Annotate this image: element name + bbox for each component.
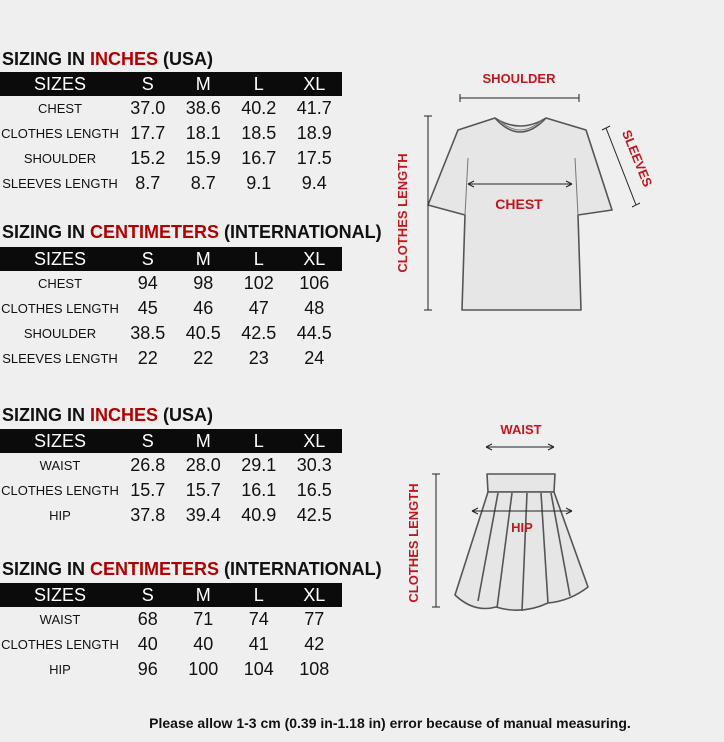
header-size-xl: XL — [287, 583, 343, 607]
header-size-m: M — [176, 429, 232, 453]
title-unit: INCHES — [90, 49, 159, 69]
table-cell: 41.7 — [296, 98, 332, 118]
table-header-row — [0, 247, 342, 271]
table-cell: 77 — [304, 609, 325, 629]
table-cell: 28.0 — [185, 455, 221, 475]
table-cell: 71 — [193, 609, 214, 629]
header-size-m: M — [176, 247, 232, 271]
table-cell: 74 — [248, 609, 269, 629]
table-row — [0, 632, 342, 657]
table-cell: 9.1 — [246, 173, 272, 193]
header-size-l: L — [231, 583, 287, 607]
sleeves-label: SLEEVES — [618, 127, 656, 189]
row-label: SLEEVES LENGTH — [2, 176, 118, 191]
table-cell: 24 — [304, 348, 325, 368]
table-cell: 16.7 — [241, 148, 277, 168]
table-cell: 45 — [137, 298, 158, 318]
row-label: SHOULDER — [23, 151, 97, 166]
table-cell: 18.9 — [296, 123, 332, 143]
table-row — [0, 478, 342, 503]
table-cell: 100 — [188, 659, 219, 679]
header-size-s: S — [120, 247, 176, 271]
title-region: (INTERNATIONAL) — [219, 559, 382, 579]
table-cell: 40.5 — [185, 323, 221, 343]
title-unit: INCHES — [90, 405, 159, 425]
chest-label: CHEST — [495, 196, 543, 212]
section-title — [2, 222, 382, 243]
table-cell: 15.9 — [185, 148, 221, 168]
skirt-length-label: CLOTHES LENGTH — [406, 483, 421, 603]
table-cell: 98 — [193, 273, 214, 293]
header-sizes: SIZES — [0, 247, 120, 271]
header-sizes: SIZES — [0, 72, 120, 96]
skirt-diagram — [400, 415, 600, 615]
table-cell: 48 — [304, 298, 325, 318]
table-cell: 22 — [137, 348, 158, 368]
section-title — [2, 559, 382, 580]
table-row — [0, 503, 342, 528]
tshirt-icon — [428, 118, 612, 310]
row-label: CLOTHES LENGTH — [1, 637, 119, 652]
table-row — [0, 96, 342, 121]
header-size-xl: XL — [287, 429, 343, 453]
header-size-s: S — [120, 72, 176, 96]
header-size-l: L — [231, 247, 287, 271]
header-size-s: S — [120, 583, 176, 607]
table-cell: 9.4 — [301, 173, 327, 193]
table-cell: 8.7 — [135, 173, 161, 193]
table-cell: 102 — [243, 273, 274, 293]
title-region: (INTERNATIONAL) — [219, 222, 382, 242]
table-cell: 15.7 — [185, 480, 221, 500]
measurement-note: Please allow 1-3 cm (0.39 in-1.18 in) error because of manual measuring. — [149, 715, 631, 731]
length-label: CLOTHES LENGTH — [395, 153, 410, 273]
row-label: HIP — [49, 662, 71, 677]
title-unit: CENTIMETERS — [90, 559, 220, 579]
table-cell: 30.3 — [296, 455, 332, 475]
table-cell: 94 — [137, 273, 158, 293]
tshirt-diagram — [390, 60, 670, 330]
header-size-m: M — [176, 72, 232, 96]
header-size-m: M — [176, 583, 232, 607]
hip-label: HIP — [511, 520, 533, 535]
table-header-row — [0, 583, 342, 607]
table-cell: 16.5 — [296, 480, 332, 500]
table-cell: 17.5 — [296, 148, 332, 168]
table-cell: 106 — [299, 273, 330, 293]
table-cell: 40.2 — [241, 98, 277, 118]
table-cell: 38.5 — [130, 323, 166, 343]
title-unit: CENTIMETERS — [90, 222, 220, 242]
size-table — [0, 247, 342, 371]
table-cell: 26.8 — [130, 455, 166, 475]
title-prefix: SIZING IN — [2, 405, 91, 425]
skirt-icon — [455, 474, 588, 611]
row-label: CHEST — [37, 101, 83, 116]
header-size-s: S — [120, 429, 176, 453]
title-region: (USA) — [158, 49, 214, 69]
header-sizes: SIZES — [0, 583, 120, 607]
table-cell: 68 — [137, 609, 158, 629]
section-title — [2, 405, 213, 426]
table-cell: 29.1 — [241, 455, 277, 475]
table-cell: 108 — [299, 659, 330, 679]
row-label: HIP — [49, 508, 71, 523]
title-region: (USA) — [158, 405, 214, 425]
table-cell: 104 — [243, 659, 274, 679]
table-row — [0, 271, 342, 296]
row-label: CHEST — [37, 276, 83, 291]
table-cell: 47 — [248, 298, 269, 318]
table-cell: 23 — [248, 348, 269, 368]
table-row — [0, 321, 342, 346]
table-cell: 40 — [137, 634, 158, 654]
table-cell: 8.7 — [190, 173, 216, 193]
table-cell: 15.2 — [130, 148, 166, 168]
size-table — [0, 429, 342, 528]
table-header-row — [0, 429, 342, 453]
header-size-xl: XL — [287, 72, 343, 96]
table-cell: 39.4 — [185, 505, 221, 525]
shoulder-label: SHOULDER — [482, 71, 556, 86]
table-row — [0, 607, 342, 632]
table-cell: 18.1 — [185, 123, 221, 143]
table-cell: 18.5 — [241, 123, 277, 143]
table-cell: 40.9 — [241, 505, 277, 525]
table-cell: 42.5 — [241, 323, 277, 343]
size-table — [0, 72, 342, 196]
header-size-xl: XL — [287, 247, 343, 271]
size-table — [0, 583, 342, 682]
title-prefix: SIZING IN — [2, 559, 91, 579]
table-row — [0, 171, 342, 196]
section-title — [2, 49, 213, 70]
waist-label: WAIST — [500, 422, 542, 437]
row-label: SHOULDER — [23, 326, 97, 341]
table-header-row — [0, 72, 342, 96]
row-label: SLEEVES LENGTH — [2, 351, 118, 366]
table-cell: 17.7 — [130, 123, 166, 143]
table-cell: 38.6 — [185, 98, 221, 118]
table-cell: 37.0 — [130, 98, 166, 118]
table-cell: 41 — [248, 634, 269, 654]
table-row — [0, 296, 342, 321]
table-cell: 96 — [137, 659, 158, 679]
row-label: WAIST — [39, 458, 81, 473]
table-cell: 40 — [193, 634, 214, 654]
table-row — [0, 121, 342, 146]
table-row — [0, 146, 342, 171]
table-cell: 37.8 — [130, 505, 166, 525]
table-cell: 44.5 — [296, 323, 332, 343]
header-sizes: SIZES — [0, 429, 120, 453]
table-cell: 42 — [304, 634, 325, 654]
header-size-l: L — [231, 429, 287, 453]
table-row — [0, 346, 342, 371]
table-cell: 22 — [193, 348, 214, 368]
table-row — [0, 657, 342, 682]
row-label: WAIST — [39, 612, 81, 627]
table-cell: 46 — [193, 298, 214, 318]
table-row — [0, 453, 342, 478]
table-cell: 15.7 — [130, 480, 166, 500]
header-size-l: L — [231, 72, 287, 96]
row-label: CLOTHES LENGTH — [1, 126, 119, 141]
table-cell: 42.5 — [296, 505, 332, 525]
row-label: CLOTHES LENGTH — [1, 483, 119, 498]
title-prefix: SIZING IN — [2, 49, 91, 69]
title-prefix: SIZING IN — [2, 222, 91, 242]
row-label: CLOTHES LENGTH — [1, 301, 119, 316]
table-cell: 16.1 — [241, 480, 277, 500]
